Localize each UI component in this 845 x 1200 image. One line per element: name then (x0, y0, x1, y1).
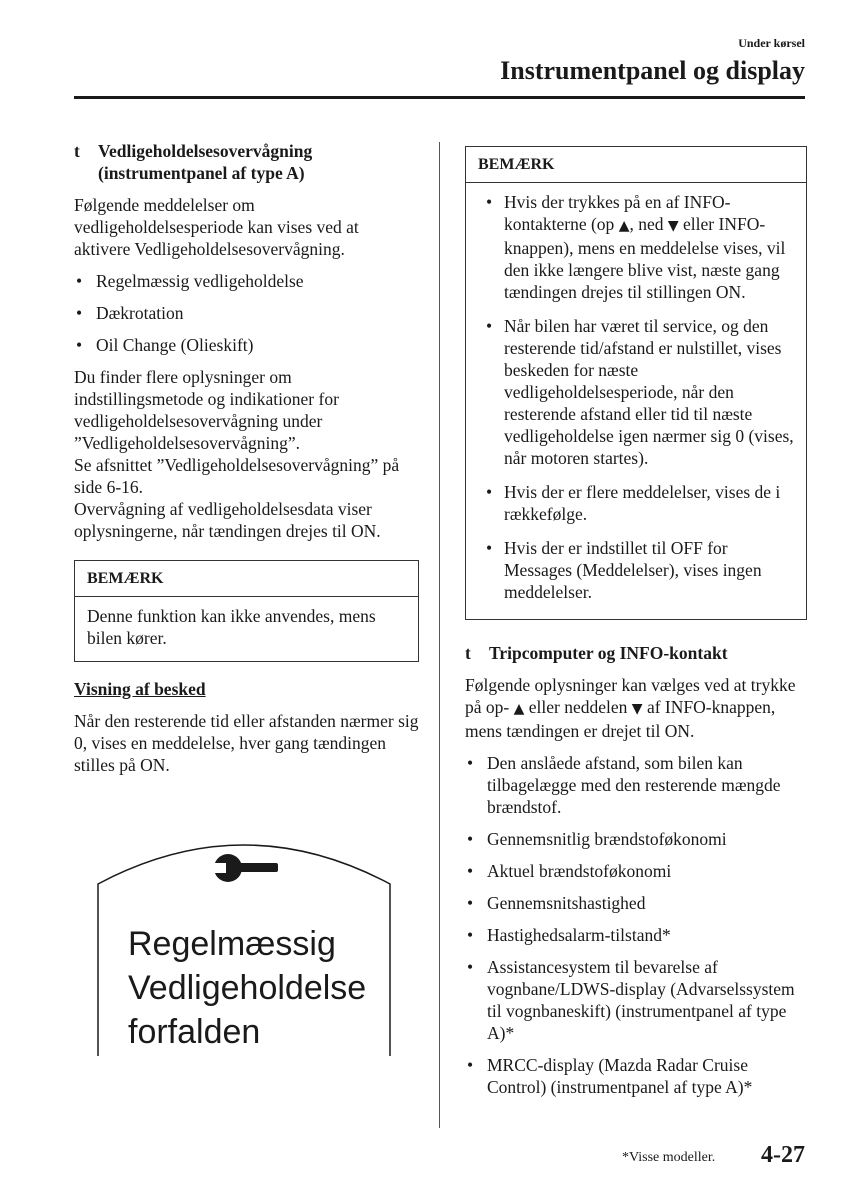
note-body (466, 183, 806, 619)
list-item: • Den anslåede afstand, som bilen kan tilbagelægge med den resterende mængde brændstof. (465, 752, 807, 818)
display-line: Regelmæssig (128, 925, 336, 963)
note-box (465, 146, 807, 620)
note-body (75, 597, 418, 661)
display-line: forfalden (128, 1013, 261, 1051)
note-box (74, 560, 419, 662)
list-item: • Dækrotation (74, 302, 419, 324)
note-text: Denne funktion kan ikke anvendes, mens bilen kører. (87, 606, 376, 648)
section-marker: t (465, 643, 471, 663)
paragraph-line: Du finder flere oplysninger om indstillingsmetode og indikationer for vedligeholdelsesovervågning under ”Vedligeholdelsesovervågning”. (74, 367, 339, 453)
paragraph-line: Se afsnittet ”Vedligeholdelsesovervågning” på side 6-16. (74, 455, 400, 497)
maintenance-intro: Følgende meddelelser om vedligeholdelsesperiode kan vises ved at aktivere Vedligeholdelsesovervågning. (74, 195, 359, 259)
list-item: • Aktuel brændstoføkonomi (465, 860, 807, 882)
note-list (478, 191, 794, 603)
intro-text: af INFO-knappen, mens tændingen er drejet til ON. (465, 697, 776, 741)
maintenance-message-list (74, 270, 419, 356)
tripcomputer-heading-text: Tripcomputer og INFO-kontakt (489, 643, 728, 663)
header-divider (74, 96, 805, 99)
column-divider (439, 142, 440, 1128)
note-title: BEMÆRK (75, 561, 418, 597)
wrench-icon (212, 848, 282, 888)
down-arrow-icon: ▼ (667, 218, 679, 234)
tripcomputer-heading (465, 642, 807, 664)
display-message (128, 922, 366, 1054)
right-column (465, 146, 807, 1108)
list-item (478, 191, 794, 303)
maintenance-monitor-heading (74, 140, 419, 184)
page-number: 4-27 (761, 1142, 805, 1168)
message-display-subheading: Visning af besked (74, 679, 206, 699)
list-item: • Assistancesystem til bevarelse af vognbane/LDWS-display (Advarselssystem til vognbaneskift) (instrumentpanel af type A)* (465, 956, 807, 1044)
list-item: • Hvis der er indstillet til OFF for Messages (Meddelelser), vises ingen meddelelser. (478, 537, 794, 603)
intro-text: eller neddelen (524, 697, 632, 717)
down-arrow-icon: ▼ (631, 701, 643, 717)
paragraph-line: Overvågning af vedligeholdelsesdata viser oplysningerne, når tændingen drejes til ON. (74, 499, 381, 541)
list-item: • Gennemsnitlig brændstoføkonomi (465, 828, 807, 850)
note-text: , ned (629, 214, 668, 234)
note-text: Hvis der trykkes på en af INFO-kontakterne (op (504, 192, 731, 234)
up-arrow-icon: ▲ (513, 701, 525, 717)
message-display-paragraph: Når den resterende tid eller afstanden nærmer sig 0, vises en meddelelse, hver gang tændingen stilles på ON. (74, 711, 419, 775)
section-marker: t (74, 141, 80, 161)
page-title: Instrumentpanel og display (500, 56, 805, 85)
note-text: eller INFO-knappen), mens en meddelelse vises, vil den ikke længere blive vist, næste gang tændingen drejes til stillingen ON. (504, 214, 786, 302)
list-item: • Regelmæssig vedligeholdelse (74, 270, 419, 292)
list-item: • Hvis der er flere meddelelser, vises de i rækkefølge. (478, 481, 794, 525)
list-item: • Når bilen har været til service, og den resterende tid/afstand er nulstillet, vises beskeden for næste vedligeholdelsesperiode, når den resterende afstand eller tid til næste vedligeholdelse igen nærmer sig 0 (vises, når motoren startes). (478, 315, 794, 469)
list-item: • MRCC-display (Mazda Radar Cruise Control) (instrumentpanel af type A)* (465, 1054, 807, 1098)
tripcomputer-list (465, 752, 807, 1098)
section-name: Under kørsel (738, 36, 805, 50)
note-title: BEMÆRK (466, 147, 806, 183)
footnote: *Visse modeller. (622, 1150, 716, 1165)
maintenance-paragraph (74, 366, 419, 542)
maintenance-monitor-heading-text: Vedligeholdelsesovervågning (instrumentpanel af type A) (98, 141, 313, 183)
tripcomputer-intro (465, 674, 807, 742)
list-item: • Hastighedsalarm-tilstand* (465, 924, 807, 946)
display-line: Vedligeholdelse (128, 969, 367, 1007)
left-column (74, 140, 419, 786)
list-item: • Gennemsnitshastighed (465, 892, 807, 914)
intro-text: Følgende oplysninger kan vælges ved at trykke på op- (465, 675, 796, 717)
maintenance-display-illustration (96, 834, 392, 1058)
up-arrow-icon: ▲ (618, 218, 630, 234)
list-item: • Oil Change (Olieskift) (74, 334, 419, 356)
